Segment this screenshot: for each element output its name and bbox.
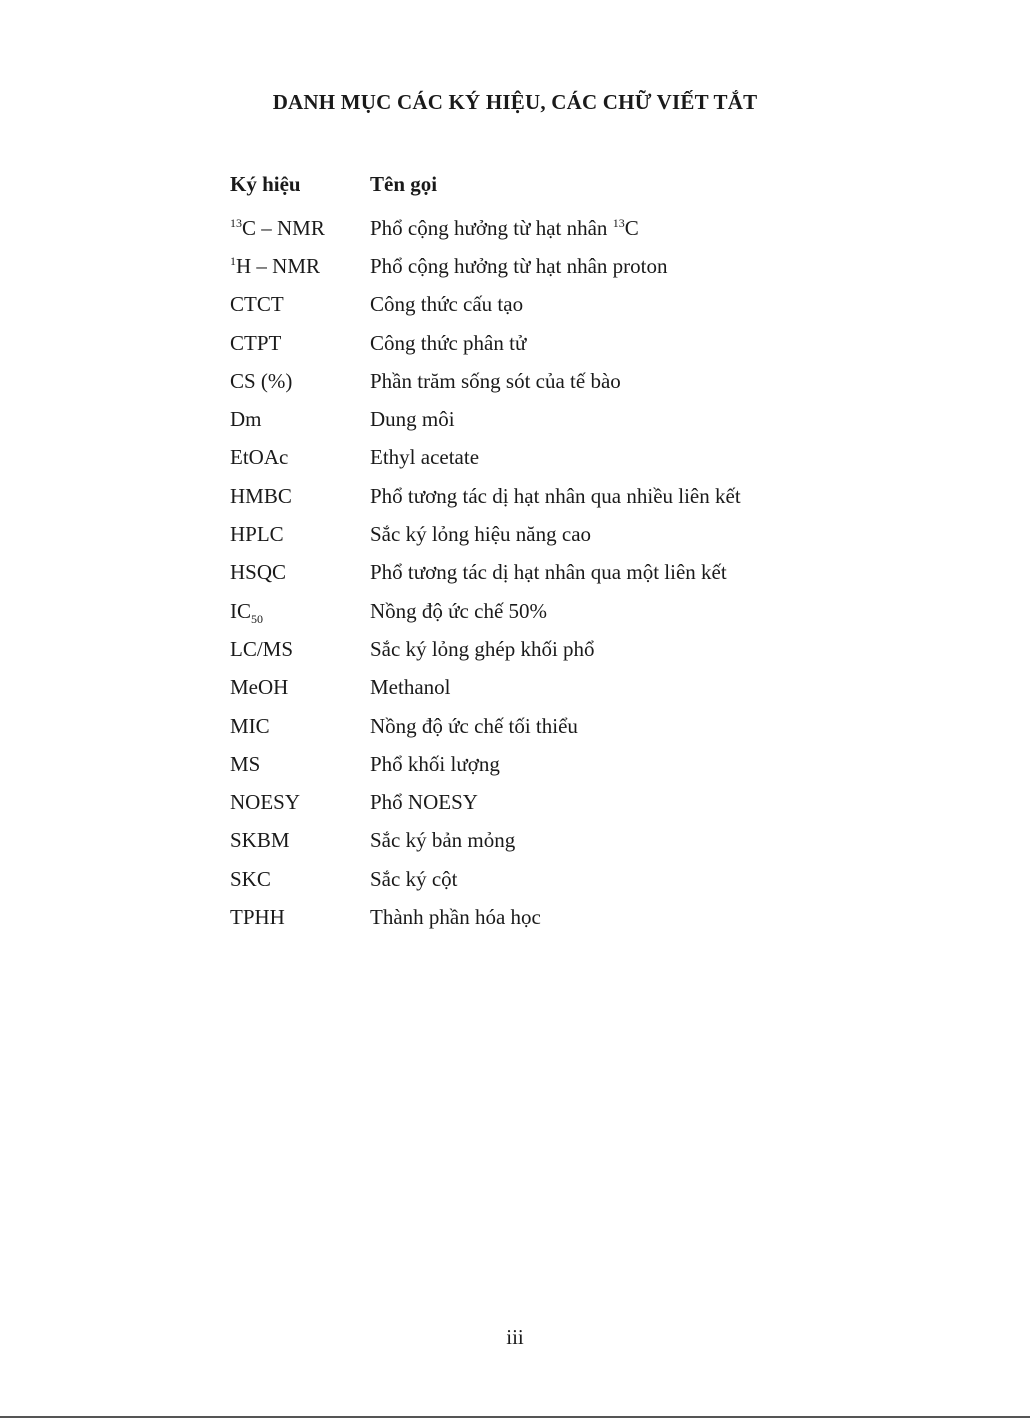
name-cell [370, 369, 830, 394]
symbol-cell [230, 445, 370, 470]
name-text: Thành phần hóa học [370, 904, 541, 929]
page-number: iii [506, 1325, 524, 1349]
symbol-cell [230, 254, 370, 279]
table-row [230, 554, 830, 592]
name-cell [370, 254, 830, 279]
name-cell [370, 445, 830, 470]
table-body [230, 209, 830, 937]
symbol-cell [230, 484, 370, 509]
table-row [230, 745, 830, 783]
name-text: Sắc ký lỏng hiệu năng cao [370, 522, 592, 547]
name-text: Phổ tương tác dị hạt nhân qua một liên kết [370, 560, 727, 585]
table-row [230, 324, 830, 362]
symbol-text: HSQC [230, 560, 287, 585]
symbol-cell [230, 522, 370, 547]
name-tail: C [624, 215, 639, 240]
name-text: Phổ khối lượng [370, 751, 500, 776]
name-text: Methanol [370, 675, 451, 700]
symbol-cell [230, 331, 370, 356]
symbol-text: CS (%) [230, 368, 293, 393]
name-text: Ethyl acetate [370, 445, 480, 470]
symbol-text: SKC [230, 866, 271, 891]
symbol-text: IC [230, 598, 251, 623]
symbol-cell [230, 714, 370, 739]
symbol-text: H – NMR [236, 253, 321, 278]
name-cell [370, 522, 830, 547]
symbol-text: CTPT [230, 330, 282, 355]
abbreviation-table [230, 165, 830, 937]
name-cell [370, 292, 830, 317]
symbol-text: NOESY [230, 790, 301, 815]
symbol-superscript: 13 [230, 215, 242, 230]
name-cell [370, 752, 830, 777]
table-row [230, 209, 830, 247]
table-row [230, 439, 830, 477]
name-text: Phổ cộng hưởng từ hạt nhân [370, 215, 613, 240]
table-row [230, 630, 830, 668]
symbol-cell [230, 216, 370, 241]
name-text: Dung môi [370, 407, 455, 432]
symbol-cell [230, 867, 370, 892]
name-cell [370, 828, 830, 853]
symbol-text: HPLC [230, 522, 284, 547]
symbol-cell [230, 599, 370, 624]
symbol-cell [230, 828, 370, 853]
symbol-cell [230, 905, 370, 930]
name-text: Phần trăm sống sót của tế bào [370, 368, 621, 393]
table-row [230, 898, 830, 936]
symbol-text: SKBM [230, 828, 290, 853]
table-row [230, 362, 830, 400]
table-row [230, 822, 830, 860]
table-row [230, 400, 830, 438]
table-row [230, 669, 830, 707]
header-name: Tên gọi [370, 171, 438, 196]
name-cell [370, 905, 830, 930]
symbol-text: LC/MS [230, 636, 294, 661]
name-cell [370, 331, 830, 356]
symbol-cell [230, 790, 370, 815]
name-text: Nồng độ ức chế 50% [370, 598, 548, 623]
table-row [230, 515, 830, 553]
table-row [230, 247, 830, 285]
symbol-text: EtOAc [230, 445, 289, 470]
name-cell [370, 675, 830, 700]
name-text: Phổ tương tác dị hạt nhân qua nhiều liên kết [370, 483, 741, 508]
symbol-cell [230, 752, 370, 777]
name-cell [370, 867, 830, 892]
symbol-cell [230, 292, 370, 317]
symbol-cell [230, 637, 370, 662]
symbol-cell [230, 369, 370, 394]
name-text: Sắc ký bản mỏng [370, 828, 516, 853]
table-row [230, 286, 830, 324]
symbol-text: TPHH [230, 904, 285, 929]
name-cell [370, 637, 830, 662]
name-text: Công thức phân tử [370, 330, 527, 355]
table-row [230, 860, 830, 898]
table-row [230, 477, 830, 515]
name-cell [370, 560, 830, 585]
name-text: Nồng độ ức chế tối thiểu [370, 713, 578, 738]
name-cell [370, 216, 830, 241]
table-row [230, 783, 830, 821]
symbol-text: MIC [230, 713, 270, 738]
name-cell [370, 714, 830, 739]
name-text: Công thức cấu tạo [370, 292, 524, 317]
symbol-subscript: 50 [251, 611, 263, 626]
name-cell [370, 407, 830, 432]
name-cell [370, 790, 830, 815]
name-text: Sắc ký lỏng ghép khối phổ [370, 636, 595, 661]
table-row [230, 707, 830, 745]
bottom-divider [0, 1416, 1030, 1418]
symbol-text: MeOH [230, 675, 289, 700]
name-text: Sắc ký cột [370, 866, 458, 891]
table-row [230, 592, 830, 630]
name-cell [370, 599, 830, 624]
symbol-text: CTCT [230, 292, 284, 317]
page-title: DANH MỤC CÁC KÝ HIỆU, CÁC CHỮ VIẾT TẮT [272, 90, 758, 114]
name-cell [370, 484, 830, 509]
symbol-cell [230, 560, 370, 585]
name-superscript: 13 [612, 215, 625, 230]
name-text: Phổ cộng hưởng từ hạt nhân proton [370, 253, 668, 278]
table-header [230, 165, 830, 203]
symbol-text: MS [230, 751, 261, 776]
symbol-text: HMBC [230, 483, 292, 508]
symbol-cell [230, 675, 370, 700]
symbol-text: Dm [230, 407, 262, 432]
symbol-cell [230, 407, 370, 432]
header-symbol: Ký hiệu [230, 171, 301, 196]
symbol-superscript: 1 [230, 253, 236, 268]
symbol-text: C – NMR [242, 215, 325, 240]
name-text: Phổ NOESY [370, 790, 478, 815]
